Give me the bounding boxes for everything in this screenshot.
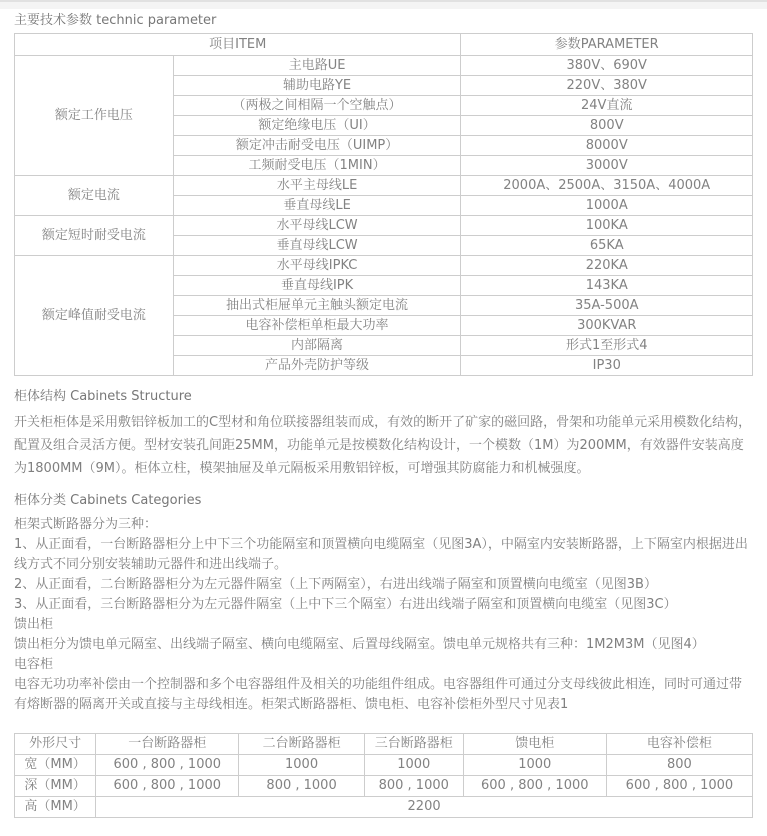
section-paragraph: 电容无功功率补偿由一个控制器和多个电容器组件及相关的功能组件组成。电容器组件可通过分支母线彼此相连，同时可通过带有熔断器的隔离开关或直接与主母线相连。柜架式断路器柜、馈电柜、电容补偿柜外型尺寸见表1 [14,677,743,712]
size-row-label: 高（MM） [15,797,96,818]
item-column-header: 项目ITEM [15,34,461,56]
section-paragraph: 1、从正面看，一台断路器柜分上中下三个功能隔室和顶置横向电缆隔室（见图3A），中隔室内安装断路器，上下隔室内根据进出线方式不同分别安装辅助元器件和进出线端子。 [14,537,748,572]
section-paragraph: 2、从正面看，二台断路器柜分为左元器件隔室（上下两隔室），右进出线端子隔室和顶置横向电缆室（见图3B） [14,577,657,592]
size-value-cell: 1000 [239,755,364,776]
size-value-cell: 800 [606,755,752,776]
size-table-body [15,734,753,818]
param-item-cell: 电容补偿柜单柜最大功率 [173,316,461,336]
section-paragraph: 电容柜 [14,657,54,672]
param-value-cell: 35A-500A [461,296,753,316]
param-item-cell: 工频耐受电压（1MIN） [173,156,461,176]
param-item-cell: 产品外壳防护等级 [173,356,461,376]
param-value-cell: 65KA [461,236,753,256]
size-merged-value-cell: 2200 [96,797,753,818]
size-row [15,776,753,797]
param-value-cell: 300KVAR [461,316,753,336]
param-value-cell: 100KA [461,216,753,236]
technical-parameters-table [14,33,753,376]
param-row [15,256,753,276]
param-group-cell: 额定电流 [15,176,174,216]
section-paragraph: 柜架式断路器分为三种： [14,517,158,532]
param-item-cell: 辅助电路YE [173,76,461,96]
param-item-cell: 主电路UE [173,56,461,76]
param-row [15,176,753,196]
param-value-cell: 24V直流 [461,96,753,116]
size-value-cell: 600 , 800 , 1000 [96,755,239,776]
section-paragraph: 馈出柜分为馈电单元隔室、出线端子隔室、横向电缆隔室、后置母线隔室。馈电单元规格共有三种：1M2M3M（见图4） [14,637,705,652]
param-row [15,56,753,76]
param-item-cell: 垂直母线LCW [173,236,461,256]
param-value-cell: 220KA [461,256,753,276]
section-title: 柜体分类 Cabinets Categories [14,493,202,508]
section [14,493,753,715]
param-value-cell: IP30 [461,356,753,376]
param-value-cell: 380V、690V [461,56,753,76]
section-paragraph: 3、从正面看，三台断路器柜分为左元器件隔室（上中下三个隔室）右进出线端子隔室和顶置横向电缆室（见图3C） [14,597,677,612]
param-value-cell: 8000V [461,136,753,156]
size-header-cell: 电容补偿柜 [606,734,752,755]
param-item-cell: 垂直母线IPK [173,276,461,296]
size-header-cell: 一台断路器柜 [96,734,239,755]
size-row-label: 深（MM） [15,776,96,797]
param-item-cell: 额定绝缘电压（UI） [173,116,461,136]
param-value-cell: 1000A [461,196,753,216]
param-item-cell: 垂直母线LE [173,196,461,216]
page-title: 主要技术参数 technic parameter [14,13,217,28]
param-item-cell: 水平母线LCW [173,216,461,236]
size-value-cell: 600 , 800 , 1000 [606,776,752,797]
param-item-cell: （两极之间相隔一个空触点） [173,96,461,116]
param-table-body [15,56,753,376]
param-row [15,216,753,236]
section-title: 柜体结构 Cabinets Structure [14,389,192,404]
size-value-cell: 1000 [364,755,463,776]
outline-dimensions-table [14,733,753,818]
text-sections [14,389,753,715]
size-header-cell: 馈电柜 [463,734,606,755]
param-value-cell: 2000A、2500A、3150A、4000A [461,176,753,196]
param-group-cell: 额定峰值耐受电流 [15,256,174,376]
param-value-cell: 3000V [461,156,753,176]
param-item-cell: 额定冲击耐受电压（UIMP） [173,136,461,156]
size-header-cell: 二台断路器柜 [239,734,364,755]
param-value-cell: 220V、380V [461,76,753,96]
param-value-cell: 800V [461,116,753,136]
size-row [15,755,753,776]
section-paragraph: 开关柜柜体是采用敷铝锌板加工的C型材和角位联接器组装而成，有效的断开了矿家的磁回路，骨架和功能单元采用模数化结构，配置及组合灵活方便。型材安装孔间距25MM，功能单元是按模数化结构设计，一个模数（1M）为200MM，有效器件安装高度为1800MM（9M）。柜体立柱，模架抽屉及单元隔板采用敷铝锌板，可增强其防腐能力和机械强度。 [14,415,752,476]
param-item-cell: 水平主母线LE [173,176,461,196]
size-header-cell: 三台断路器柜 [364,734,463,755]
param-value-cell: 形式1至形式4 [461,336,753,356]
size-value-cell: 800 , 1000 [239,776,364,797]
param-item-cell: 水平母线IPKC [173,256,461,276]
parameter-column-header: 参数PARAMETER [461,34,753,56]
size-value-cell: 600 , 800 , 1000 [463,776,606,797]
param-item-cell: 抽出式柜屉单元主触头额定电流 [173,296,461,316]
param-item-cell: 内部隔离 [173,336,461,356]
section [14,389,753,480]
param-group-cell: 额定短时耐受电流 [15,216,174,256]
size-header-cell: 外形尺寸 [15,734,96,755]
size-value-cell: 600 , 800 , 1000 [96,776,239,797]
param-table-header-row [15,34,753,56]
section-paragraph: 馈出柜 [14,617,54,632]
top-band [0,0,767,9]
size-value-cell: 800 , 1000 [364,776,463,797]
param-value-cell: 143KA [461,276,753,296]
param-group-cell: 额定工作电压 [15,56,174,176]
size-height-row [15,797,753,818]
size-header-row [15,734,753,755]
page-content [0,13,767,818]
size-value-cell: 1000 [463,755,606,776]
size-row-label: 宽（MM） [15,755,96,776]
